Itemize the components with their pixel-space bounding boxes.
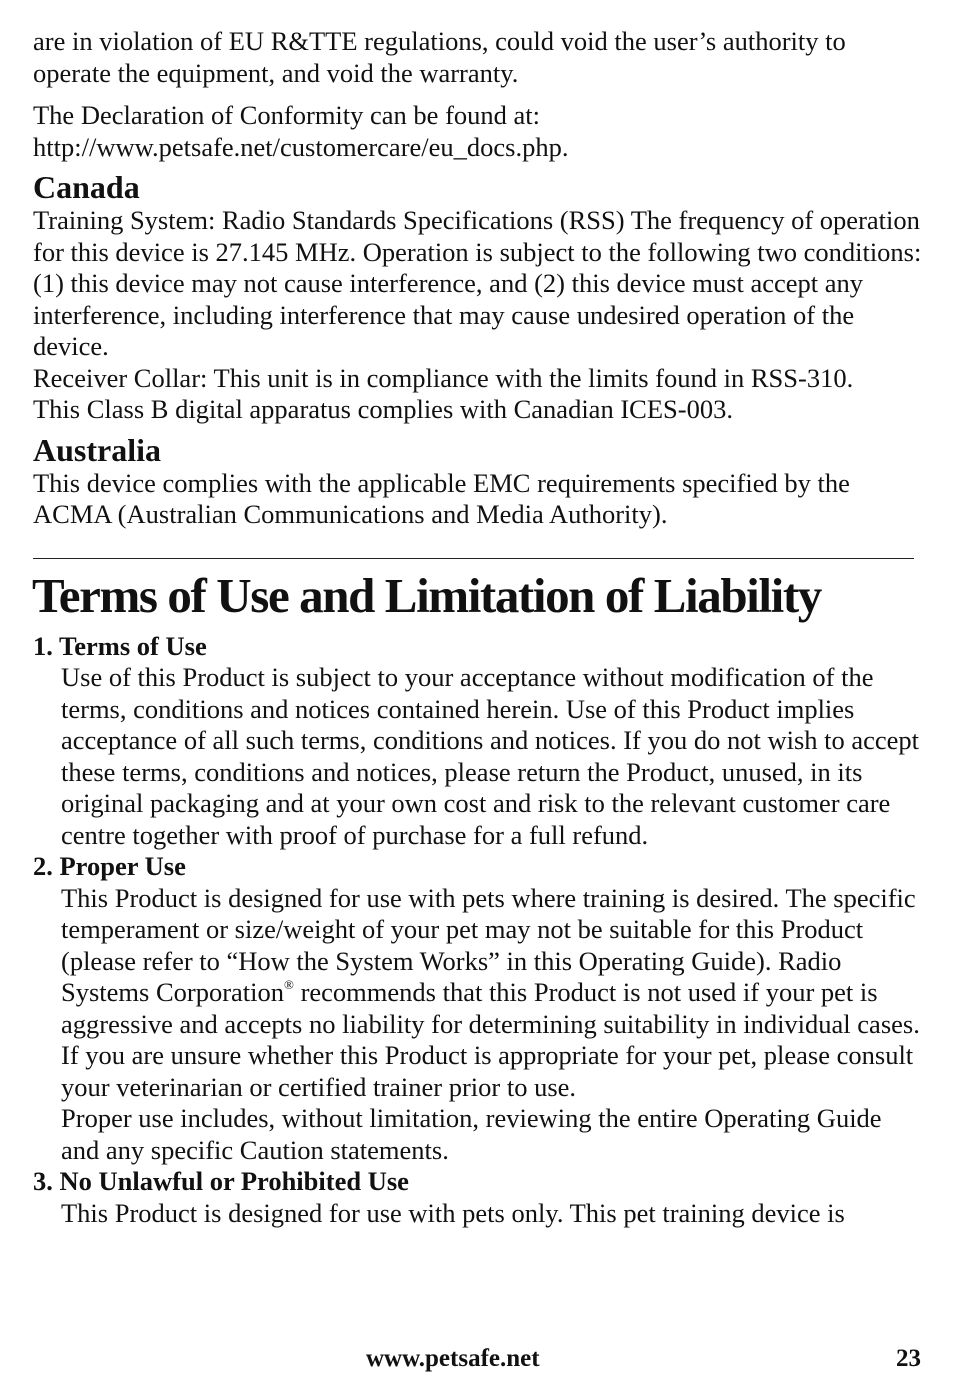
canada-rss-paragraph: Training System: Radio Standards Specifications (RSS) The frequency of operation for this device is 27.145 MHz. Operation is subject to the following two conditions: (1) this device may not cause interference, and (2) this device must accept any interference, including interference that may cause undesired operation of the device.: [33, 205, 922, 361]
item-prohibited-use-title: 3. No Unlawful or Prohibited Use: [33, 1166, 409, 1196]
page-number: 23: [896, 1345, 921, 1372]
footer-url: www.petsafe.net: [366, 1345, 540, 1372]
item-prohibited-use-body: [33, 1198, 924, 1230]
item-terms-of-use-body: [33, 662, 924, 851]
canada-collar-paragraph: Receiver Collar: This unit is in compliance with the limits found in RSS-310.: [33, 362, 854, 393]
declaration-text: The Declaration of Conformity can be found at:: [33, 100, 541, 130]
declaration-paragraph: [33, 100, 924, 163]
australia-paragraph: This device complies with the applicable EMC requirements specified by the ACMA (Australian Communications and Media Authority).: [33, 467, 850, 529]
terms-of-use-paragraph: Use of this Product is subject to your acceptance without modification of the terms, conditions and notices contained herein. Use of this Product implies acceptance of all such terms, conditions and notices. If you do not wish to accept these terms, conditions and notices, please return the Product, unused, in its original packaging and at your own cost and risk to the relevant customer care centre together with proof of purchase for a full refund.: [61, 662, 920, 850]
australia-heading: Australia: [33, 431, 161, 468]
registered-mark: ®: [284, 977, 294, 992]
item-proper-use-title: 2. Proper Use: [33, 851, 186, 881]
proper-use-text-b: recommends that this Product is not used if your pet is aggressive and accepts no liability for determining suitability in individual cases. If you are unsure whether this Product is appropriate for your pet, please consult your veterinarian or certified trainer prior to use.: [61, 977, 920, 1102]
terms-title: Terms of Use and Limitation of Liability: [32, 567, 821, 623]
declaration-url: http://www.petsafe.net/customercare/eu_docs.php.: [33, 131, 569, 162]
prohibited-use-paragraph: This Product is designed for use with pets only. This pet training device is: [61, 1197, 845, 1228]
item-proper-use-body: [33, 883, 924, 1167]
proper-use-text-a: This Product is designed for use with pets where training is desired. The specific temperament or size/weight of your pet may not be suitable for this Product (please refer to “How the System Works” in this Operating Guide). Radio Systems Corporation: [61, 882, 916, 1007]
section-divider: [33, 558, 914, 559]
item-terms-of-use-title: 1. Terms of Use: [33, 630, 207, 661]
canada-heading: Canada: [33, 169, 140, 205]
canada-ices-paragraph: This Class B digital apparatus complies with Canadian ICES-003.: [33, 394, 733, 424]
proper-use-paragraph: [61, 883, 924, 1104]
intro-paragraph: are in violation of EU R&TTE regulations, could void the user’s authority to operate the equipment, and void the warranty.: [33, 26, 846, 88]
terms-list: [33, 631, 924, 1230]
proper-use-paragraph-2: Proper use includes, without limitation, reviewing the entire Operating Guide and any specific Caution statements.: [61, 1103, 882, 1165]
